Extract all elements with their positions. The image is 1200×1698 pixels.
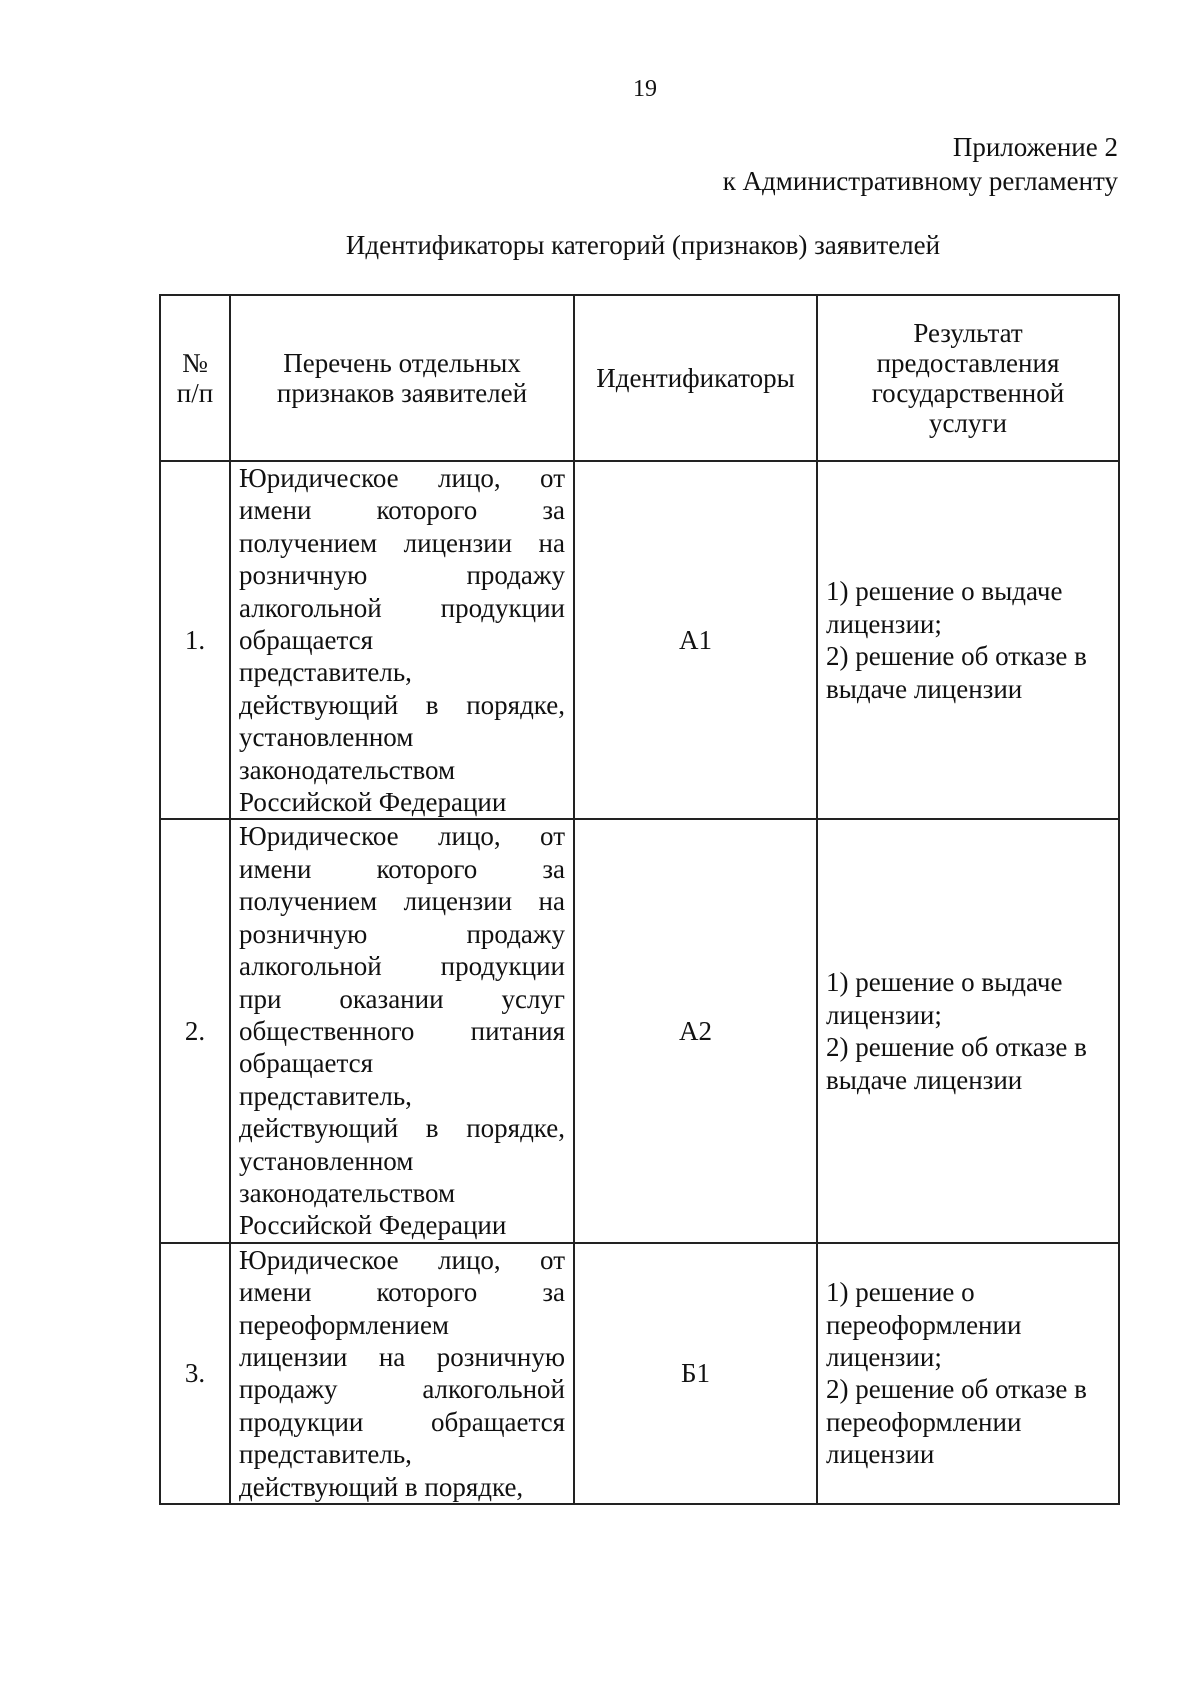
header-features-line: признаков заявителей <box>276 378 528 408</box>
header-result-line: государственной <box>871 378 1065 408</box>
feature-line: имени которого за <box>239 853 565 884</box>
result-line: 1) решение о <box>826 1277 975 1308</box>
feature-line: Юридическое лицо, от <box>239 1244 565 1275</box>
header-num-line: п/п <box>176 378 214 408</box>
feature-line: продукции обращается <box>239 1406 565 1437</box>
feature-line: переоформлением <box>239 1309 450 1340</box>
row-result <box>817 819 1119 1242</box>
feature-line: общественного питания <box>239 1015 565 1046</box>
result-line: выдаче лицензии <box>826 673 1023 704</box>
result-line: 1) решение о выдаче <box>826 576 1063 607</box>
feature-line: при оказании услуг <box>239 983 565 1014</box>
document-title: Идентификаторы категорий (признаков) заявителей <box>345 230 941 260</box>
header-result-line: Результат <box>913 318 1023 348</box>
row-features <box>230 461 574 819</box>
header-result <box>817 295 1119 461</box>
feature-line: представитель, <box>239 657 412 688</box>
result-line: лицензии <box>826 1439 935 1470</box>
table-row <box>160 1243 1119 1504</box>
feature-line: имени которого за <box>239 495 565 526</box>
result-line: 1) решение о выдаче <box>826 967 1063 998</box>
result-line: переоформлении <box>826 1309 1022 1340</box>
row-features <box>230 1243 574 1504</box>
feature-line: Юридическое лицо, от <box>239 463 565 493</box>
feature-line: лицензии на розничную <box>239 1341 565 1372</box>
row-identifier: Б1 <box>574 1243 817 1504</box>
applicant-identifiers-table <box>159 294 1120 1505</box>
feature-line: розничную продажу <box>239 560 565 591</box>
feature-line: обращается <box>239 625 374 656</box>
result-line: лицензии; <box>826 608 942 639</box>
table-header-row <box>160 295 1119 461</box>
header-result-line: услуги <box>929 408 1007 438</box>
row-identifier: А1 <box>574 461 817 819</box>
header-num-line: № <box>182 348 208 378</box>
table-row <box>160 461 1119 819</box>
feature-line: действующий в порядке, <box>239 1471 524 1502</box>
appendix-line-2: к Административному регламенту <box>722 166 1118 196</box>
feature-line: установленном <box>239 722 414 753</box>
result-line: лицензии; <box>826 999 942 1030</box>
row-number: 1. <box>160 461 230 819</box>
table-body <box>160 461 1119 1504</box>
feature-line: получением лицензии на <box>239 886 565 917</box>
feature-line: законодательством <box>239 1177 456 1208</box>
row-result <box>817 1243 1119 1504</box>
header-result-line: предоставления <box>876 348 1060 378</box>
feature-line: представитель, <box>239 1439 412 1470</box>
header-features <box>230 295 574 461</box>
row-identifier: А2 <box>574 819 817 1242</box>
row-number: 2. <box>160 819 230 1242</box>
feature-line: Российской Федерации <box>239 787 507 818</box>
result-line: лицензии; <box>826 1341 942 1372</box>
row-number: 3. <box>160 1243 230 1504</box>
appendix-reference <box>723 130 1118 198</box>
row-features <box>230 819 574 1242</box>
result-line: выдаче лицензии <box>826 1064 1023 1095</box>
appendix-line-1: Приложение 2 <box>952 132 1118 162</box>
feature-line: действующий в порядке, <box>239 1113 565 1144</box>
table-row <box>160 819 1119 1242</box>
page-number: 19 <box>633 76 657 102</box>
feature-line: получением лицензии на <box>239 527 565 558</box>
feature-line: алкогольной продукции <box>239 592 565 623</box>
header-features-line: Перечень отдельных <box>283 348 521 378</box>
row-result <box>817 461 1119 819</box>
feature-line: розничную продажу <box>239 918 565 949</box>
result-line: 2) решение об отказе в <box>826 1032 1087 1063</box>
feature-line: Юридическое лицо, от <box>239 821 565 852</box>
header-num <box>160 295 230 461</box>
result-line: переоформлении <box>826 1406 1022 1437</box>
feature-line: Российской Федерации <box>239 1210 507 1241</box>
feature-line: алкогольной продукции <box>239 951 565 982</box>
result-line: 2) решение об отказе в <box>826 641 1087 672</box>
feature-line: продажу алкогольной <box>239 1374 565 1405</box>
feature-line: законодательством <box>239 754 456 785</box>
feature-line: установленном <box>239 1145 414 1176</box>
result-line: 2) решение об отказе в <box>826 1374 1087 1405</box>
feature-line: действующий в порядке, <box>239 689 565 720</box>
header-identifiers: Идентификаторы <box>574 295 817 461</box>
feature-line: имени которого за <box>239 1277 565 1308</box>
feature-line: обращается <box>239 1048 374 1079</box>
feature-line: представитель, <box>239 1080 412 1111</box>
